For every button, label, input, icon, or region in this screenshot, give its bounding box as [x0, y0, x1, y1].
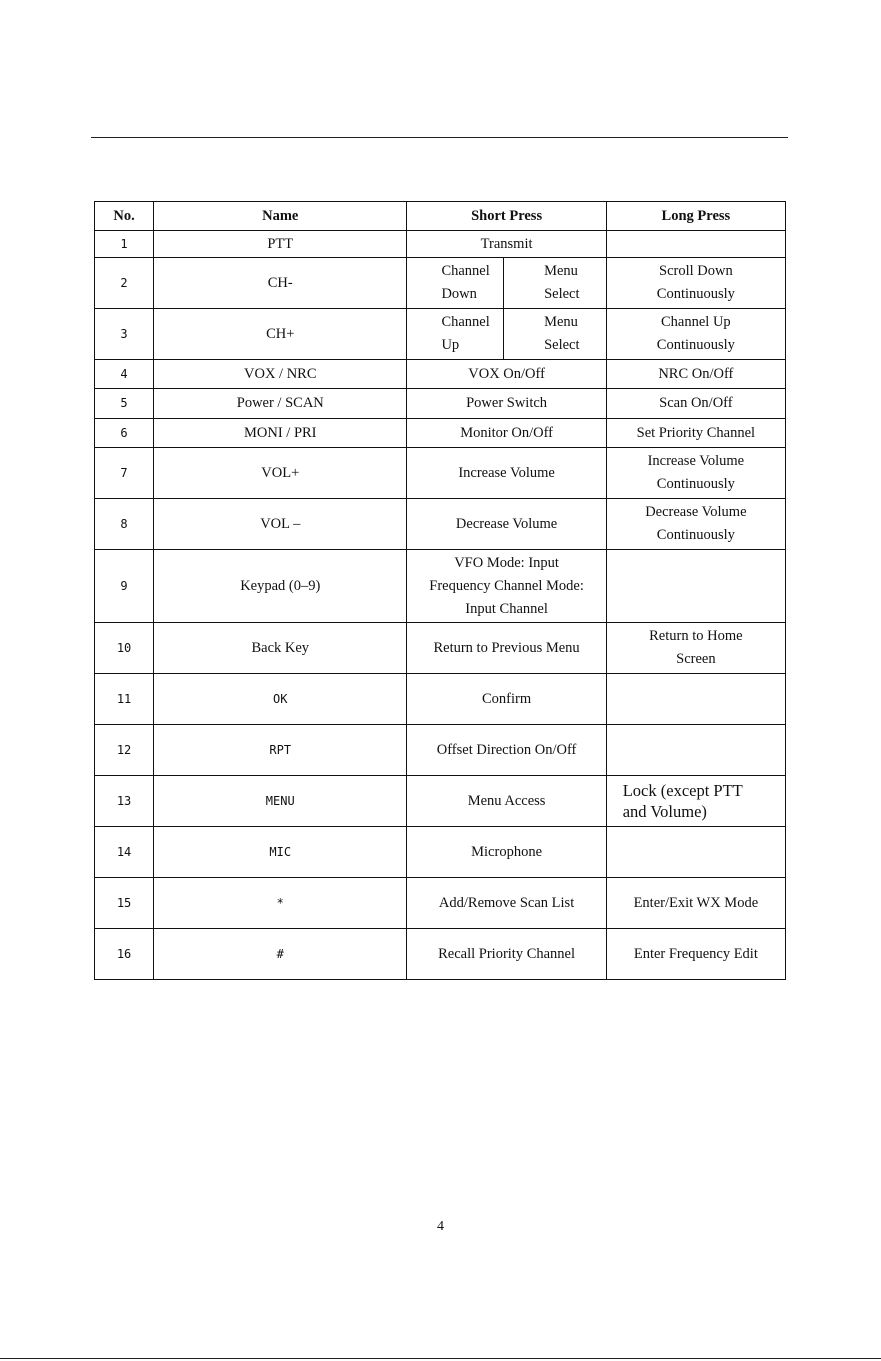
- row-no: 8: [95, 499, 154, 550]
- row-long-press: Enter/Exit WX Mode: [606, 878, 785, 929]
- page-edge-rule: [0, 1358, 881, 1359]
- header-name: Name: [154, 202, 407, 231]
- row-long-press: Increase Volume Continuously: [606, 448, 785, 499]
- row-short-press: VFO Mode: Input Frequency Channel Mode: Input Channel: [407, 550, 606, 623]
- row-long-press: NRC On/Off: [606, 360, 785, 389]
- row-short-press: Microphone: [407, 827, 606, 878]
- short-press-part-2: Menu Select: [544, 314, 580, 353]
- row-short-press: VOX On/Off: [407, 360, 606, 389]
- row-no: 6: [95, 419, 154, 448]
- row-name: MENU: [154, 776, 407, 827]
- row-long-press: [606, 231, 785, 258]
- row-no: 5: [95, 389, 154, 419]
- page-number: 4: [437, 1219, 444, 1234]
- row-short-press: Offset Direction On/Off: [407, 725, 606, 776]
- table-row: [95, 419, 786, 448]
- table-row: [95, 309, 786, 360]
- table-row: [95, 550, 786, 623]
- row-name: Back Key: [154, 623, 407, 674]
- header-short-press: Short Press: [407, 202, 606, 231]
- key-function-table: [94, 201, 786, 980]
- row-no: 13: [95, 776, 154, 827]
- table-row: [95, 623, 786, 674]
- row-name: MONI / PRI: [154, 419, 407, 448]
- row-short-press: Menu Access: [407, 776, 606, 827]
- table-row: [95, 776, 786, 827]
- row-name: VOL+: [154, 448, 407, 499]
- row-long-press: Decrease Volume Continuously: [606, 499, 785, 550]
- table-row: [95, 674, 786, 725]
- row-short-press: Increase Volume: [407, 448, 606, 499]
- row-no: 9: [95, 550, 154, 623]
- row-no: 12: [95, 725, 154, 776]
- header-no: No.: [95, 202, 154, 231]
- row-name: #: [154, 929, 407, 980]
- table-row: [95, 360, 786, 389]
- row-no: 15: [95, 878, 154, 929]
- row-long-press: Set Priority Channel: [606, 419, 785, 448]
- row-no: 16: [95, 929, 154, 980]
- table-row: [95, 725, 786, 776]
- row-name: VOX / NRC: [154, 360, 407, 389]
- row-short-press: Decrease Volume: [407, 499, 606, 550]
- header-long-press: Long Press: [606, 202, 785, 231]
- row-short-press: Recall Priority Channel: [407, 929, 606, 980]
- table-row: [95, 389, 786, 419]
- row-no: 4: [95, 360, 154, 389]
- row-short-press: Confirm: [407, 674, 606, 725]
- header-rule: [91, 137, 788, 138]
- row-long-press: [606, 674, 785, 725]
- row-short-press: Monitor On/Off: [407, 419, 606, 448]
- row-no: 2: [95, 258, 154, 309]
- row-long-press: Scan On/Off: [606, 389, 785, 419]
- row-long-press: Lock (except PTT and Volume): [606, 776, 785, 827]
- row-long-press: [606, 827, 785, 878]
- row-long-press: [606, 550, 785, 623]
- row-short-press: Transmit: [407, 231, 606, 258]
- row-name: *: [154, 878, 407, 929]
- table-row: [95, 499, 786, 550]
- row-no: 3: [95, 309, 154, 360]
- row-no: 14: [95, 827, 154, 878]
- table-row: [95, 878, 786, 929]
- row-long-press: Channel Up Continuously: [606, 309, 785, 360]
- table-row: [95, 827, 786, 878]
- row-name: PTT: [154, 231, 407, 258]
- row-name: RPT: [154, 725, 407, 776]
- table-row: [95, 231, 786, 258]
- row-short-press: Return to Previous Menu: [407, 623, 606, 674]
- row-name: CH-: [154, 258, 407, 309]
- table-row: [95, 258, 786, 309]
- row-name: OK: [154, 674, 407, 725]
- row-name: Power / SCAN: [154, 389, 407, 419]
- row-short-press: Power Switch: [407, 389, 606, 419]
- row-name: CH+: [154, 309, 407, 360]
- table-row: [95, 929, 786, 980]
- row-long-press: Enter Frequency Edit: [606, 929, 785, 980]
- row-long-press: Return to Home Screen: [606, 623, 785, 674]
- row-name: Keypad (0–9): [154, 550, 407, 623]
- row-long-press: Scroll Down Continuously: [606, 258, 785, 309]
- short-press-part-1: Channel Up: [407, 309, 504, 359]
- row-short-press: Add/Remove Scan List: [407, 878, 606, 929]
- row-no: 11: [95, 674, 154, 725]
- row-name: MIC: [154, 827, 407, 878]
- row-no: 7: [95, 448, 154, 499]
- table-header-row: [95, 202, 786, 231]
- row-short-press: [407, 309, 606, 360]
- row-name: VOL –: [154, 499, 407, 550]
- row-no: 10: [95, 623, 154, 674]
- row-long-press: [606, 725, 785, 776]
- row-no: 1: [95, 231, 154, 258]
- short-press-part-2: Menu Select: [544, 263, 580, 302]
- row-short-press: [407, 258, 606, 309]
- short-press-part-1: Channel Down: [407, 258, 504, 308]
- table-row: [95, 448, 786, 499]
